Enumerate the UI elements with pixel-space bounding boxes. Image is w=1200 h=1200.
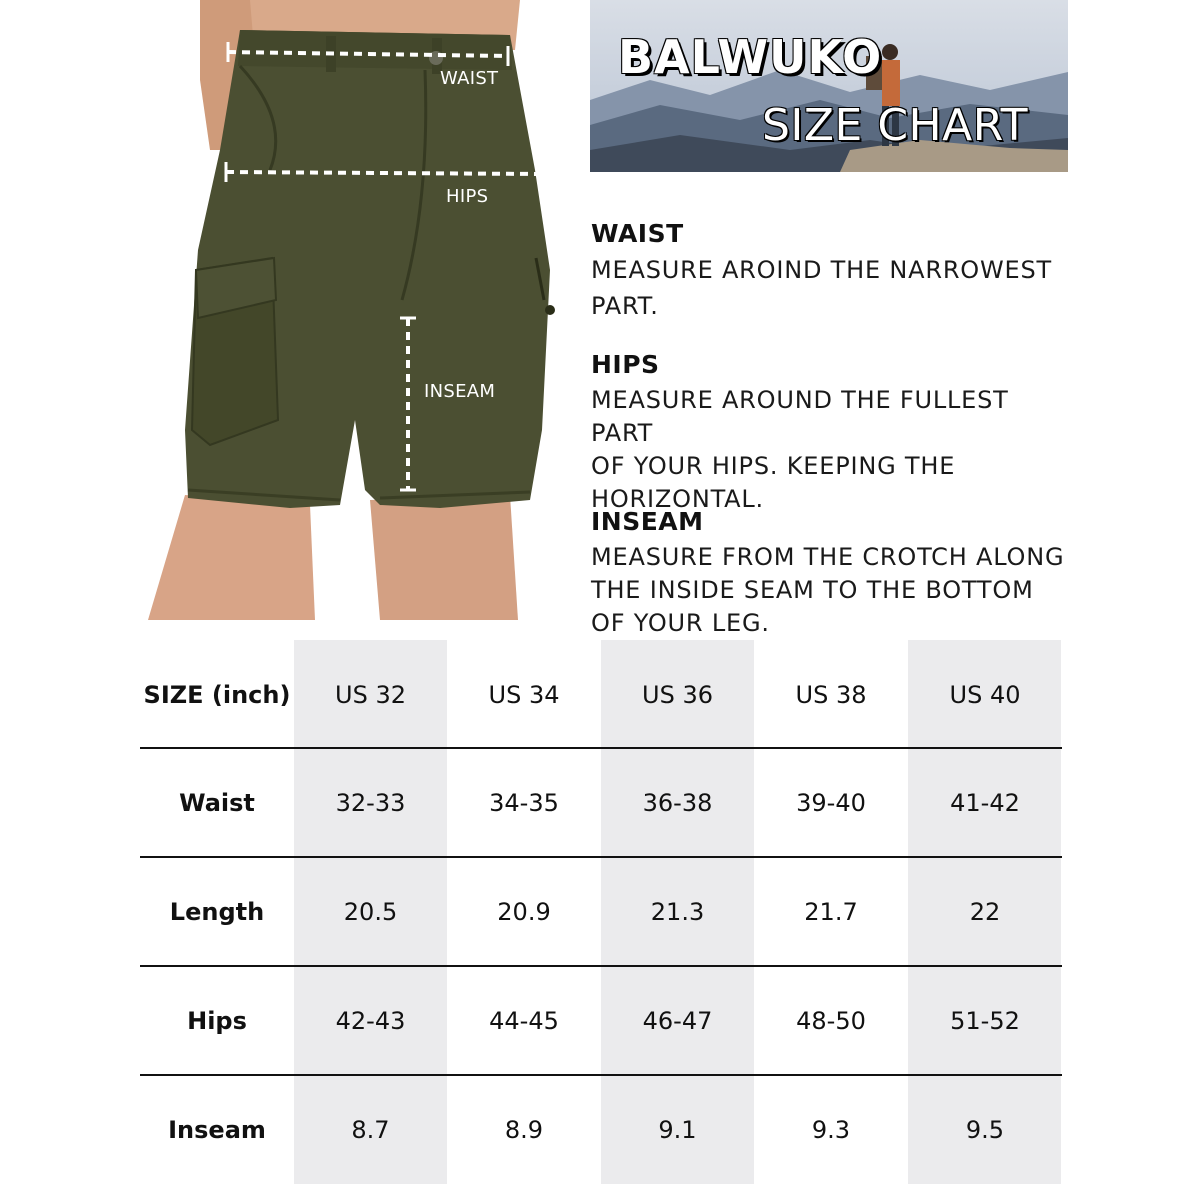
size-column-header: US 34 bbox=[488, 680, 560, 709]
table-cell: 9.3 bbox=[811, 1115, 851, 1144]
table-cell: 21.3 bbox=[650, 897, 705, 926]
waist-instruction-title: WAIST bbox=[591, 219, 684, 248]
size-header-label: SIZE (inch) bbox=[143, 680, 291, 709]
table-cell: 46-47 bbox=[642, 1006, 713, 1035]
shorts-illustration bbox=[140, 0, 580, 620]
hips-instruction-text: MEASURE AROUND THE FULLEST PART OF YOUR HIPS. KEEPING THE HORIZONTAL. bbox=[591, 386, 1009, 513]
table-cell: 48-50 bbox=[796, 1006, 866, 1035]
table-cell: 51-52 bbox=[950, 1006, 1020, 1035]
size-chart-banner bbox=[590, 0, 1068, 172]
table-cell: 9.1 bbox=[658, 1115, 697, 1144]
table-cell: 32-33 bbox=[335, 788, 406, 817]
inseam-instruction-title: INSEAM bbox=[591, 507, 704, 536]
row-label-inseam: Inseam bbox=[168, 1115, 266, 1144]
size-column-header: US 36 bbox=[642, 680, 713, 709]
size-table bbox=[140, 640, 1062, 1184]
table-cell: 34-35 bbox=[489, 788, 559, 817]
table-cell: 20.9 bbox=[497, 897, 551, 926]
table-cell: 42-43 bbox=[335, 1006, 406, 1035]
row-label-length: Length bbox=[169, 897, 265, 926]
table-cell: 8.7 bbox=[351, 1115, 390, 1144]
waist-instruction-text: MEASURE AROIND THE NARROWEST PART. bbox=[591, 256, 1052, 320]
inseam-instruction-text: MEASURE FROM THE CROTCH ALONG THE INSIDE SEAM TO THE BOTTOM OF YOUR LEG. bbox=[591, 543, 1065, 637]
size-column-header: US 40 bbox=[949, 680, 1021, 709]
size-column-header: US 32 bbox=[335, 680, 406, 709]
hips-instruction-title: HIPS bbox=[591, 350, 660, 379]
inseam-measure-label: INSEAM bbox=[424, 381, 496, 402]
table-cell: 8.9 bbox=[504, 1115, 544, 1144]
table-cell: 39-40 bbox=[796, 788, 866, 817]
table-cell: 41-42 bbox=[950, 788, 1020, 817]
banner-subtitle: SIZE CHART bbox=[762, 100, 1028, 151]
table-cell: 44-45 bbox=[489, 1006, 559, 1035]
table-cell: 22 bbox=[969, 897, 1001, 926]
table-cell: 9.5 bbox=[965, 1115, 1005, 1144]
table-cell: 21.7 bbox=[804, 897, 858, 926]
table-cell: 36-38 bbox=[642, 788, 713, 817]
waist-measure-label: WAIST bbox=[440, 68, 499, 89]
brand-logo: BALWUKO bbox=[618, 30, 883, 84]
table-cell: 20.5 bbox=[343, 897, 398, 926]
hips-measure-label: HIPS bbox=[446, 186, 489, 207]
row-label-hips: Hips bbox=[187, 1006, 247, 1035]
size-column-header: US 38 bbox=[795, 680, 867, 709]
row-label-waist: Waist bbox=[179, 788, 255, 817]
